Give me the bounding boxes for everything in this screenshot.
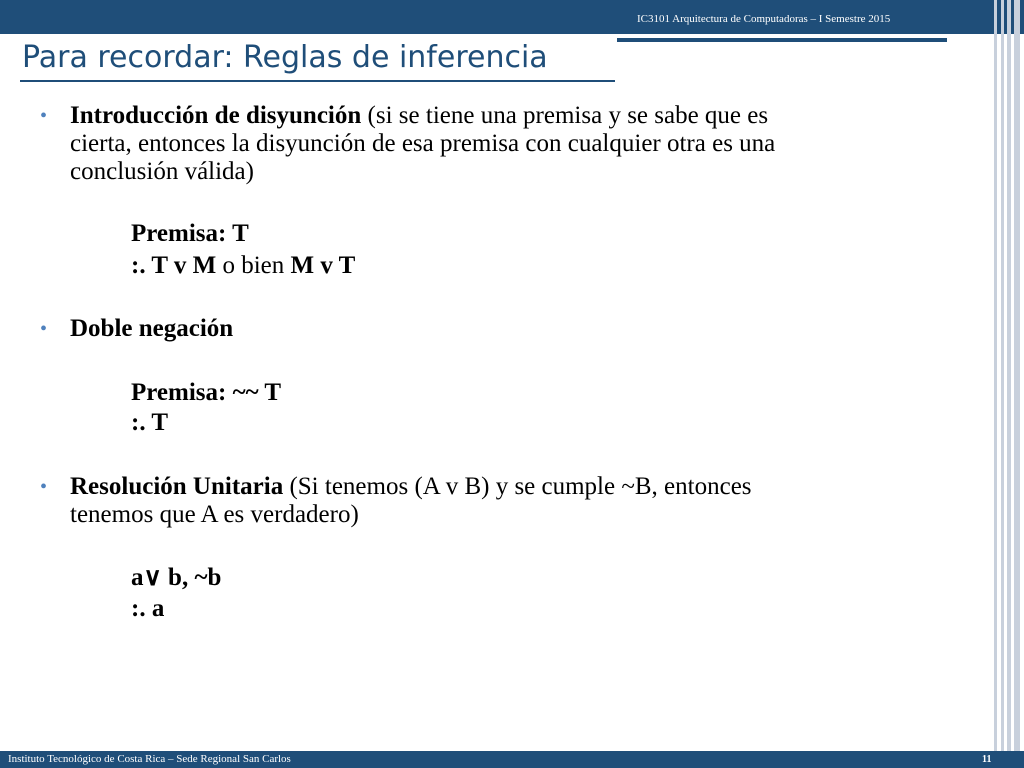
header-divider: [617, 38, 947, 42]
rule-1-conclusion-b: M v T: [290, 252, 356, 279]
rule-1-conclusion: [131, 251, 355, 280]
rule-3-desc-2: tenemos que A es verdadero): [70, 501, 359, 528]
rule-1-conclusion-a: :. T v M: [131, 252, 217, 279]
rule-3-name: Resolución Unitaria: [70, 473, 284, 500]
page-number: 11: [982, 754, 992, 765]
rule-1-desc-3: conclusión válida): [70, 158, 254, 185]
bullet: •: [40, 476, 48, 498]
course-label: IC3101 Arquitectura de Computadoras – I Semestre 2015: [637, 13, 891, 25]
bullet: •: [40, 318, 48, 340]
rule-1-desc-2: cierta, entonces la disyunción de esa premisa con cualquier otra es una: [70, 130, 776, 157]
rule-3-desc-1: (Si tenemos (A v B) y se cumple ~B, entonces: [289, 473, 752, 500]
bullet: •: [40, 105, 48, 127]
rule-3-premise: a∨ b, ~b: [131, 564, 222, 591]
decorative-stripes: [990, 0, 1024, 768]
rule-2-conclusion: :. T: [131, 409, 169, 436]
rule-1-premise: Premisa: T: [131, 220, 249, 247]
rule-3-line-1: [70, 472, 752, 501]
rule-1-line-1: [70, 101, 768, 130]
rule-2-premise: Premisa: ~~ T: [131, 379, 282, 406]
rule-1-desc-1: (si se tiene una premisa y se sabe que es: [367, 102, 769, 129]
rule-2-name: Doble negación: [70, 315, 234, 342]
rule-1-name: Introducción de disyunción: [70, 102, 362, 129]
slide-title: Para recordar: Reglas de inferencia: [22, 40, 548, 75]
footer-institution: Instituto Tecnológico de Costa Rica – Sede Regional San Carlos: [8, 753, 291, 765]
rule-3-conclusion: :. a: [131, 595, 165, 622]
rule-1-conclusion-mid: o bien: [216, 252, 291, 279]
title-underline: [20, 80, 615, 82]
